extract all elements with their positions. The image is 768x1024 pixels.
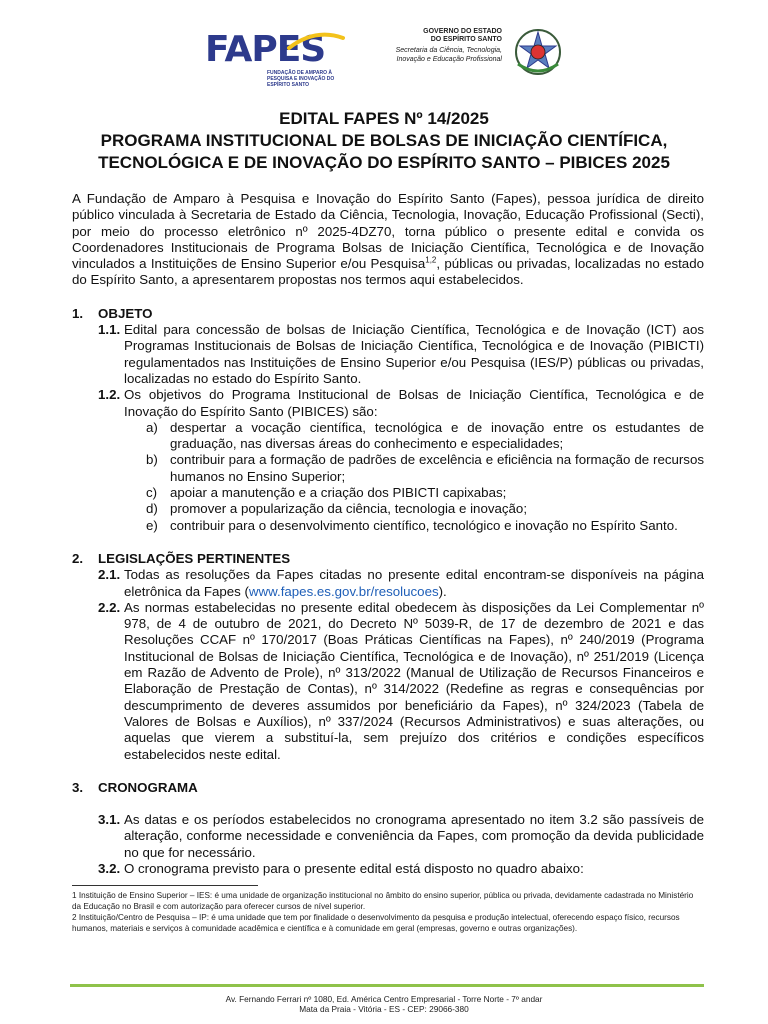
intro-text-b: , públicas ou privadas, localizadas no estado do Espírito Santo, a apresentarem propostas nos termos aqui estabelecidos. bbox=[72, 256, 704, 288]
item-number: 3.1. bbox=[98, 812, 121, 828]
fapes-logo-wordmark: FAPES bbox=[205, 29, 326, 70]
list-text: contribuir para a formação de padrões de excelência e eficiência na formação de recursos humanos no Ensino Superior; bbox=[170, 452, 704, 484]
item-2-1 bbox=[72, 567, 704, 600]
item-number: 2.2. bbox=[98, 599, 121, 615]
section-2-heading bbox=[72, 551, 704, 567]
footnote-divider bbox=[72, 885, 258, 886]
objective-b bbox=[146, 452, 704, 485]
list-letter: b) bbox=[146, 452, 158, 468]
objective-d bbox=[146, 501, 704, 517]
list-letter: d) bbox=[146, 501, 158, 517]
item-3-1 bbox=[72, 812, 704, 861]
footnotes bbox=[72, 890, 704, 934]
item-number: 1.1. bbox=[98, 322, 121, 338]
intro-text-a: A Fundação de Amparo à Pesquisa e Inovação do Espírito Santo (Fapes), pessoa jurídica de direito público vinculada à Secretaria de Estado da Ciência, Tecnologia, Inovação, Educação Profissional (Secti), por meio do processo eletrônico nº 2025-4DZ70, torna público o presente edital e convida os Coordenadores Institucionais de Programa Bolsas de Iniciação Científica, Tecnológica e de Inovação vinculados a Instituições de Ensino Superior e/ou Pesquisa bbox=[72, 191, 704, 272]
list-letter: a) bbox=[146, 419, 158, 435]
title-line-2: PROGRAMA INSTITUCIONAL DE BOLSAS DE INICIAÇÃO CIENTÍFICA, bbox=[100, 131, 668, 150]
footer-divider bbox=[70, 984, 704, 987]
item-text: Os objetivos do Programa Institucional de Bolsas de Iniciação Científica, Tecnológica e de Inovação do Espírito Santo (PIBICES) são: bbox=[124, 387, 704, 419]
section-number: 3. bbox=[72, 779, 84, 795]
section-3-heading bbox=[72, 780, 704, 796]
list-text: despertar a vocação científica, tecnológica e de inovação entre os estudantes de graduação, nas diversas áreas do conhecimento e especialidades; bbox=[170, 419, 704, 452]
footer-address-line-1: Av. Fernando Ferrari nº 1080, Ed. América Centro Empresarial - Torre Norte - 7º andar bbox=[225, 994, 543, 1004]
footnote-2: 2 Instituição/Centro de Pesquisa – IP: é uma unidade que tem por finalidade o desenvolvimento da pesquisa e produção intelectual, oferecendo espaço físico, recursos humanos, materiais e serviços à comunidade acadêmica e científica e à comunidade em geral (empresas, governo e outras organizações). bbox=[72, 913, 680, 933]
list-letter: c) bbox=[146, 485, 158, 501]
secretaria-line-1: Secretaria da Ciência, Tecnologia, bbox=[395, 47, 502, 54]
fapes-logo bbox=[205, 29, 345, 88]
footer-address-line-2: Mata da Praia - Vitória - ES - CEP: 29066-380 bbox=[299, 1004, 469, 1014]
gov-line-1: GOVERNO DO ESTADO bbox=[423, 28, 502, 35]
list-letter: e) bbox=[146, 517, 158, 533]
section-1-heading bbox=[72, 306, 704, 322]
list-text: contribuir para o desenvolvimento científico, tecnológico e inovação no Espírito Santo. bbox=[170, 517, 678, 533]
section-number: 2. bbox=[72, 550, 84, 566]
resolucoes-link[interactable]: www.fapes.es.gov.br/resolucoes bbox=[248, 583, 439, 599]
list-text: apoiar a manutenção e a criação dos PIBICTI capixabas; bbox=[170, 485, 507, 501]
item-text-b: ). bbox=[438, 583, 447, 599]
item-number: 2.1. bbox=[98, 567, 121, 583]
item-3-2 bbox=[72, 861, 704, 877]
footnote-1: 1 Instituição de Ensino Superior – IES: é uma unidade de organização institucional no âmbito do ensino superior, pública ou privada, devidamente cadastrada no Ministério da Educação no Brasil e com autorização para oferecer cursos de nível superior. bbox=[72, 891, 694, 911]
title-line-3: TECNOLÓGICA E DE INOVAÇÃO DO ESPÍRITO SANTO – PIBICES 2025 bbox=[98, 153, 670, 172]
gov-line-2: DO ESPÍRITO SANTO bbox=[430, 36, 502, 43]
fapes-tagline: FUNDAÇÃO DE AMPARO À PESQUISA E INOVAÇÃO DO ESPÍRITO SANTO bbox=[267, 70, 335, 88]
objective-a bbox=[146, 420, 704, 453]
title-line-1: EDITAL FAPES Nº 14/2025 bbox=[279, 109, 489, 128]
page-footer bbox=[0, 994, 768, 1014]
item-text: As datas e os períodos estabelecidos no cronograma apresentado no item 3.2 são passíveis de alteração, conforme necessidade e conveniência da Fapes, com promoção da devida publicidade no que for necessário. bbox=[124, 812, 704, 860]
section-title: OBJETO bbox=[98, 305, 153, 321]
item-text: As normas estabelecidas no presente edital obedecem às disposições da Lei Complementar nº 978, de 4 de outubro de 2021, do Decreto Nº 5039-R, de 17 de dezembro de 2021 e das Resoluções CCAF nº 170/2017 (Boas Práticas Científicas na Fapes), nº 240/2019 (Programa Institucional de Bolsas de Iniciação Científica, Tecnológica e de Inovação), nº 251/2019 (Licença em Razão de Advento de Prole), nº 313/2022 (Manual de Utilização de Recursos Financeiros e Elaboração de Prestação de Contas), nº 314/2022 (Redefine as regras e consequências por descumprimento de deveres assumidos por beneficiário da Fapes), nº 324/2023 (Tabela de Valores de Bolsas e Auxílios), nº 337/2024 (Recursos Administrativos) e suas alterações, ou aquelas que vierem a substituí-la, sem prejuízo dos critérios e condições específicos estabelecidos neste edital. bbox=[124, 599, 704, 762]
item-1-1 bbox=[72, 322, 704, 387]
item-number: 1.2. bbox=[98, 387, 121, 403]
item-number: 3.2. bbox=[98, 860, 121, 876]
item-text: Edital para concessão de bolsas de Iniciação Científica, Tecnológica e de Inovação (ICT) aos Programas Institucionais de Bolsas de Iniciação Científica, Tecnológica e de Inovação (PIBICTI) regulamentados nas Instituições de Ensino Superior e/ou Pesquisa (IES/P) públicas ou privadas, localizadas no estado do Espírito Santo. bbox=[124, 322, 704, 386]
document-body bbox=[72, 191, 704, 877]
item-text: O cronograma previsto para o presente edital está disposto no quadro abaixo: bbox=[124, 860, 584, 876]
objective-c bbox=[146, 485, 704, 501]
fapes-swoosh-icon bbox=[287, 32, 345, 52]
section-number: 1. bbox=[72, 305, 84, 321]
item-1-2 bbox=[72, 387, 704, 420]
edital-title bbox=[0, 108, 768, 174]
list-text: promover a popularização da ciência, tecnologia e inovação; bbox=[170, 501, 528, 517]
page-header bbox=[0, 20, 768, 90]
state-coat-of-arms-icon bbox=[510, 24, 566, 80]
section-title: LEGISLAÇÕES PERTINENTES bbox=[98, 550, 291, 566]
item-2-2 bbox=[72, 600, 704, 763]
government-text bbox=[372, 28, 502, 64]
item-text bbox=[124, 567, 704, 600]
intro-paragraph bbox=[72, 191, 704, 289]
footnote-ref[interactable]: 1,2 bbox=[425, 255, 437, 265]
section-title: CRONOGRAMA bbox=[98, 779, 198, 795]
secretaria-line-2: Inovação e Educação Profissional bbox=[396, 56, 502, 63]
objective-e bbox=[146, 518, 704, 534]
item-text-a: Todas as resoluções da Fapes citadas no presente edital encontram-se disponíveis na página eletrônica da Fapes ( bbox=[124, 567, 704, 599]
